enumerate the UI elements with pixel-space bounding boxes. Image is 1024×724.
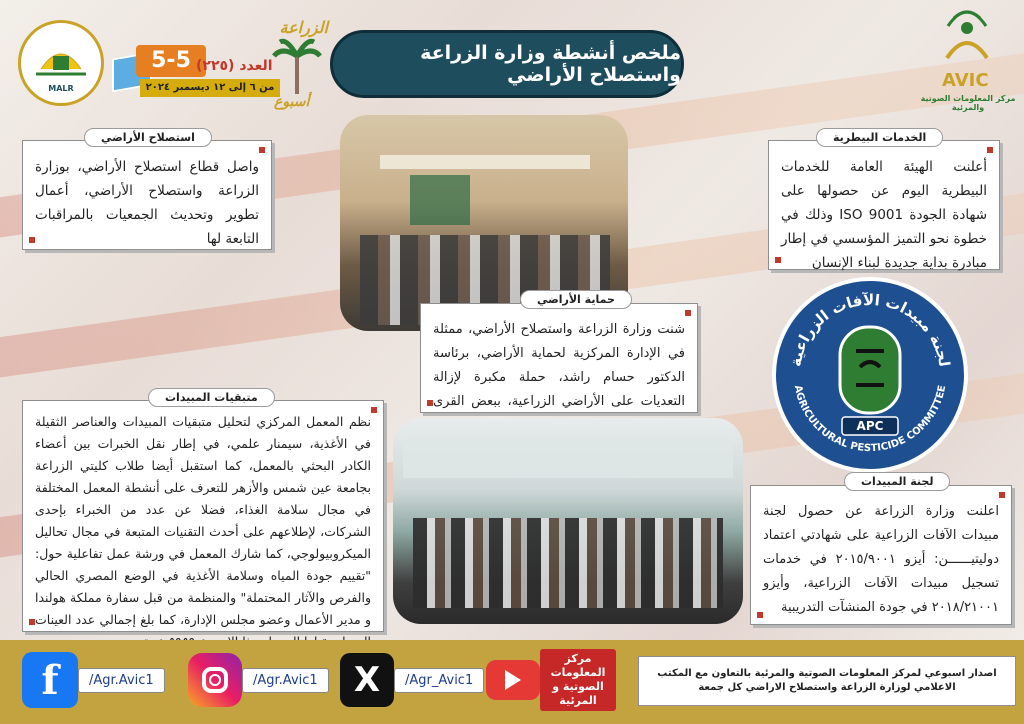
instagram-handle[interactable]: /Agr.Avic1 xyxy=(242,668,329,693)
avic-subtext: مركز المعلومات الصوتية والمرئية xyxy=(920,94,1016,112)
tag-vet: الخدمات البيطرية xyxy=(816,128,943,147)
palm-icon xyxy=(272,36,322,96)
x-icon: X xyxy=(340,653,394,707)
tag-reclaim: استصلاح الأراضي xyxy=(84,128,212,147)
box-reclaim xyxy=(22,140,272,250)
youtube-label[interactable]: مركز المعلومات الصوتية و المرئية xyxy=(540,649,616,711)
apc-abbr-text: APC xyxy=(856,419,884,433)
committee-text: اعلنت وزارة الزراعة عن حصول لجنة مبيدات الآفات الزراعية على شهادتي اعتماد دوليتيــــــن: أيزو ٢٠١٥/٩٠٠١ في خدمات تسجيل مبيدات الآفات الزراعية، وأيزو ٢٠١٨/٢١٠٠١ في جودة المنشآت التدريبية xyxy=(763,504,999,615)
photo-group xyxy=(393,418,743,624)
box-committee xyxy=(750,485,1012,625)
tag-residues: متبقيات المبيدات xyxy=(148,388,275,407)
residues-text: نظم المعمل المركزي لتحليل متبقيات المبيدات والعناصر الثقيلة في الأغذية، سيمنار علمي، في إطار نقل الخبرات بين أعضاء الكادر البحثي بالمعمل، كما استقبل أيضا طلاب كليتي الزراعة بجامعة عين شمس والأزهر للتعرف على أنشطة المعمل المختلفة في مجال سلامة الغذاء، فضلا عن عدد من الخبراء بإحدى الشركات، لإطلاعهم على أحدث التقنيات المتبعة في مجال تحاليل الميكروبيولوجي، كما شارك المعمل في ورشة عمل تفاعلية حول: "تقييم جودة المياه وسلامة الأغذية في الوضع المصري الحالي والفرص والآثار المحتملة" والمنظمة من قبل سفارة مملكة هولندا و مدير الأعمال وعضو مجلس الإدارة، كما بلغ إجمالي عدد العينات xyxy=(35,414,371,627)
brand-top-text: الزراعة xyxy=(279,18,328,37)
box-vet xyxy=(768,140,1000,270)
avic-antenna-icon xyxy=(932,8,1002,68)
footer-note-text: اصدار اسبوعي لمركز المعلومات الصوتية والمرئية بالتعاون مع المكتب الاعلامي لوزارة الزراعة واستصلاح الاراضي كل جمعة xyxy=(657,668,997,693)
box-protect xyxy=(420,303,698,413)
apc-arabic-text: لجنة مبيدات الآفات الزراعية xyxy=(786,290,954,368)
facebook-icon: f xyxy=(22,652,78,708)
page-title xyxy=(330,30,684,98)
youtube-link[interactable] xyxy=(486,652,616,708)
apc-logo xyxy=(772,277,968,473)
ministry-logo xyxy=(18,20,104,106)
avic-text: AVIC xyxy=(942,70,989,91)
box-residues xyxy=(22,400,384,632)
instagram-icon xyxy=(188,653,242,707)
x-handle[interactable]: /Agr_Avic1 xyxy=(394,668,484,693)
ministry-logo-text: MALR xyxy=(48,83,74,93)
reclaim-text: واصل قطاع استصلاح الأراضي، بوزارة الزراعة واستصلاح الأراضي، أعمال تطوير وتحديث الجمعيات بالمراقبات التابعة لها xyxy=(35,159,259,247)
tag-committee: لجنة المبيدات xyxy=(844,472,950,491)
apc-english-text: AGRICULTURAL PESTICIDE COMMITTEE xyxy=(791,384,949,455)
avic-logo xyxy=(918,8,1018,118)
page-title-text: ملخص أنشطة وزارة الزراعة واستصلاح الأراضي xyxy=(420,42,681,86)
protect-text: شنت وزارة الزراعة واستصلاح الأراضي، ممثلة في الإدارة المركزية لحماية الأراضي، برئاسة الدكتور حسام راشد، حملة مكبرة لإزالة التعديات على الأراضي الزراعية، ببعض القرى xyxy=(433,322,685,409)
brand-bottom-text: أسبوع xyxy=(274,94,310,110)
facebook-link[interactable] xyxy=(22,652,165,708)
x-link[interactable] xyxy=(340,652,484,708)
vet-text: أعلنت الهيئة العامة للخدمات البيطرية اليوم عن حصولها على شهادة الجودة ISO 9001 وذلك في خطوة نحو التميز المؤسسي في إطار مبادرة بداية جديدة لبناء الإنسان xyxy=(781,159,988,271)
issue-label: العدد (٢٢٥) xyxy=(196,58,273,74)
facebook-handle[interactable]: /Agr.Avic1 xyxy=(78,668,165,693)
tag-protect: حماية الأراضي xyxy=(520,290,632,309)
brand-logo xyxy=(268,18,328,110)
instagram-link[interactable] xyxy=(188,652,329,708)
date-range: من ٦ إلى ١٢ ديسمبر ٢٠٢٤ xyxy=(140,79,280,97)
issue-big-number: 5-5 xyxy=(136,45,206,77)
footer-note xyxy=(638,656,1016,706)
youtube-icon xyxy=(486,660,540,700)
